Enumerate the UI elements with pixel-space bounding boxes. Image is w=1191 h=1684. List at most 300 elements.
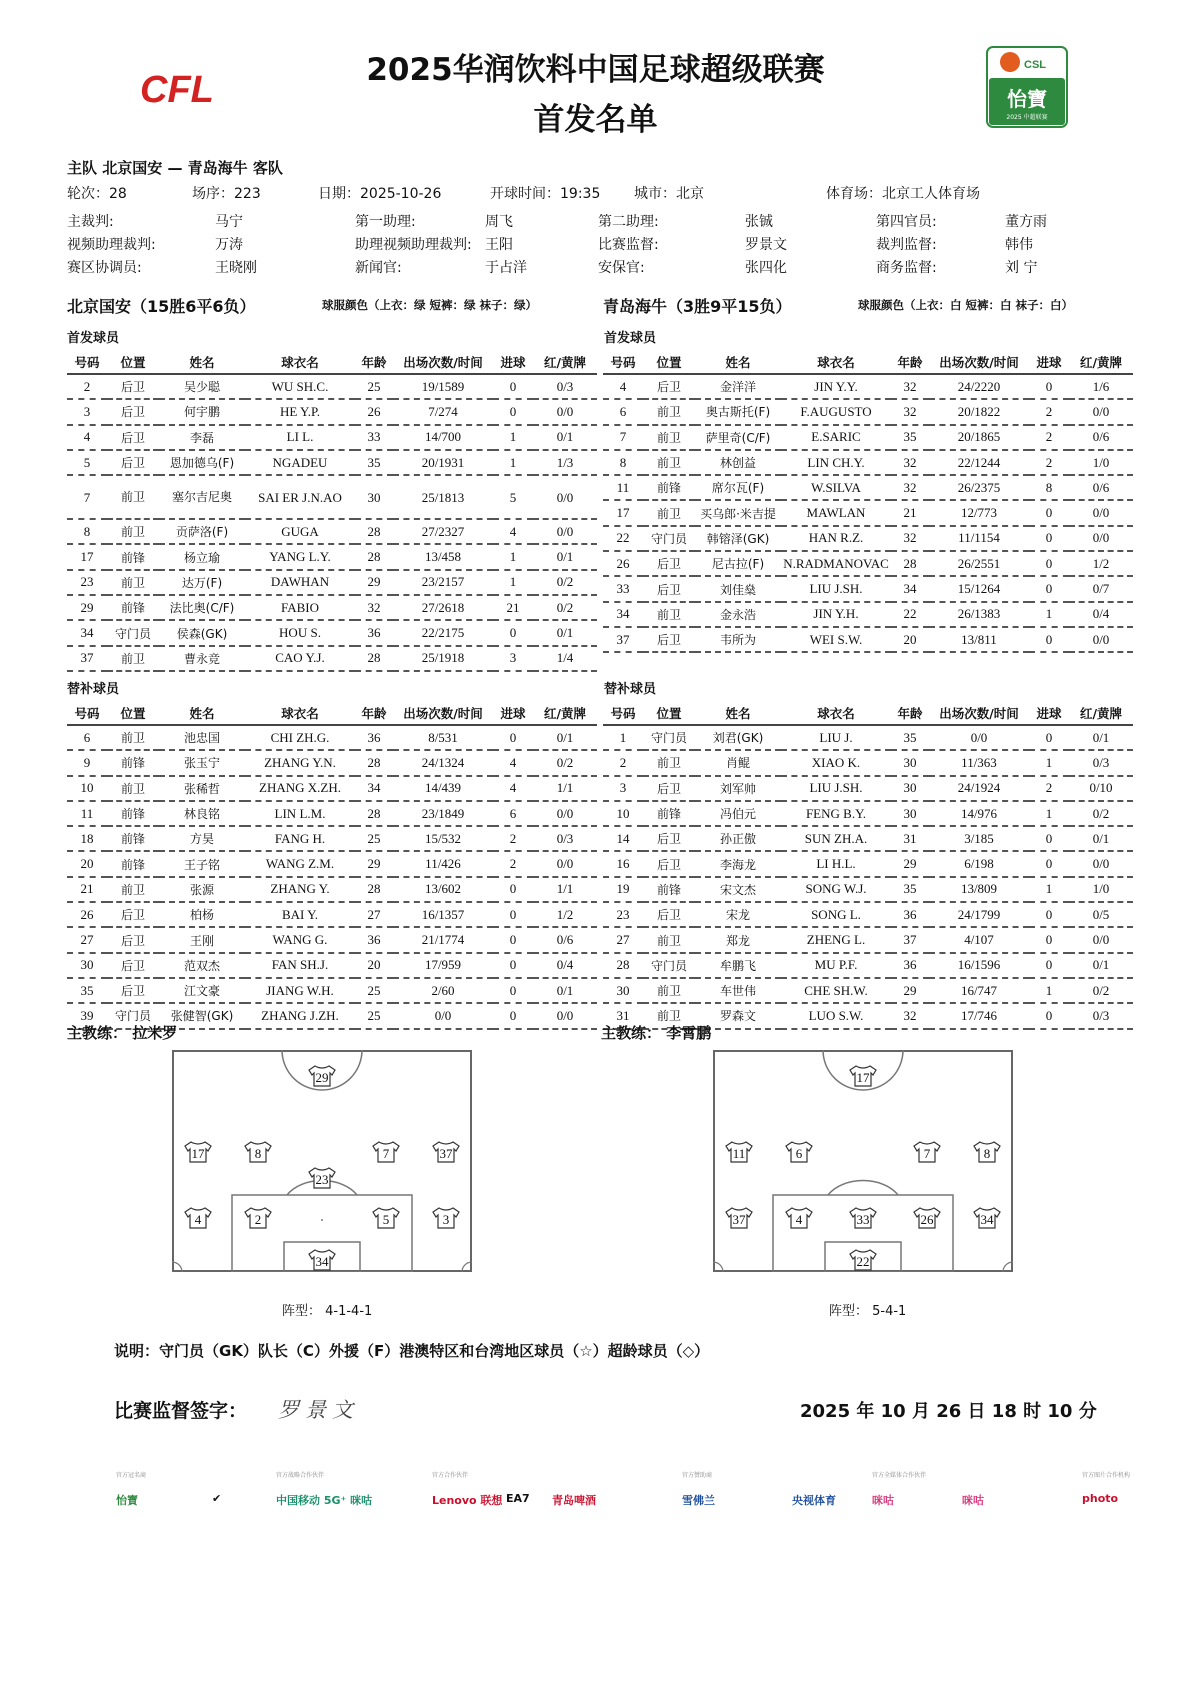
table-row bbox=[67, 374, 597, 399]
table-row bbox=[67, 519, 597, 544]
player-age: 28 bbox=[355, 646, 393, 671]
player-cards: 0/3 bbox=[1069, 1003, 1133, 1028]
away-team-title: 青岛海牛（3胜9平15负） bbox=[603, 297, 792, 316]
shirt-number: 7 bbox=[923, 1146, 931, 1161]
player-position: 后卫 bbox=[107, 902, 159, 927]
table-row bbox=[67, 978, 597, 1003]
player-cards: 0/5 bbox=[1069, 902, 1133, 927]
official-name: 王晓刚 bbox=[215, 260, 257, 276]
player-number: 3 bbox=[603, 776, 643, 801]
table-row bbox=[603, 399, 1133, 424]
player-shirt-name: HE Y.P. bbox=[245, 399, 355, 424]
player-age: 33 bbox=[355, 425, 393, 450]
table-row bbox=[67, 750, 597, 775]
table-row bbox=[603, 500, 1133, 525]
player-shirt-name: ZHANG X.ZH. bbox=[245, 776, 355, 801]
column-header: 球衣名 bbox=[245, 702, 355, 725]
player-number: 3 bbox=[67, 399, 107, 424]
player-age: 34 bbox=[355, 776, 393, 801]
kickoff-time: 开球时间：19:35 bbox=[490, 186, 601, 202]
player-position: 前锋 bbox=[107, 851, 159, 876]
page-subtitle: 首发名单 bbox=[533, 102, 658, 138]
player-age: 20 bbox=[891, 627, 929, 652]
player-shirt-icon bbox=[433, 1142, 459, 1162]
player-position: 守门员 bbox=[643, 526, 695, 551]
player-appearances: 2/60 bbox=[393, 978, 493, 1003]
shirt-number: 23 bbox=[315, 1172, 329, 1187]
player-position: 后卫 bbox=[107, 399, 159, 424]
player-shirt-name: JIN Y.Y. bbox=[781, 374, 891, 399]
player-shirt-icon bbox=[850, 1250, 876, 1270]
player-age: 35 bbox=[891, 725, 929, 750]
player-name: 范双杰 bbox=[159, 953, 245, 978]
player-shirt-icon bbox=[433, 1208, 459, 1228]
player-number: 34 bbox=[603, 602, 643, 627]
player-cards: 0/2 bbox=[533, 750, 597, 775]
player-shirt-name: LI H.L. bbox=[781, 851, 891, 876]
player-goals: 2 bbox=[493, 826, 533, 851]
player-cards: 0/0 bbox=[1069, 851, 1133, 876]
sponsor-logo: 咪咕 bbox=[962, 1494, 984, 1507]
sponsor-logo: ✔ bbox=[212, 1492, 222, 1505]
player-name: 萨里奇(C/F) bbox=[695, 425, 781, 450]
player-name: 李磊 bbox=[159, 425, 245, 450]
player-position: 守门员 bbox=[643, 953, 695, 978]
player-cards: 0/1 bbox=[533, 978, 597, 1003]
away-formation-pitch bbox=[713, 1050, 1013, 1272]
shirt-number: 5 bbox=[382, 1212, 390, 1227]
player-shirt-name: ZHANG Y.N. bbox=[245, 750, 355, 775]
player-position: 前卫 bbox=[643, 450, 695, 475]
player-name: 贡萨洛(F) bbox=[159, 519, 245, 544]
player-age: 36 bbox=[891, 953, 929, 978]
player-goals: 0 bbox=[1029, 826, 1069, 851]
column-header: 位置 bbox=[643, 702, 695, 725]
player-name: 奥古斯托(F) bbox=[695, 399, 781, 424]
player-goals: 3 bbox=[493, 646, 533, 671]
player-cards: 0/0 bbox=[1069, 927, 1133, 952]
column-header: 年龄 bbox=[891, 351, 929, 374]
player-goals: 0 bbox=[493, 877, 533, 902]
player-appearances: 20/1931 bbox=[393, 450, 493, 475]
player-shirt-name: BAI Y. bbox=[245, 902, 355, 927]
column-header: 出场次数/时间 bbox=[929, 702, 1029, 725]
player-appearances: 25/1918 bbox=[393, 646, 493, 671]
player-number: 37 bbox=[67, 646, 107, 671]
player-number: 16 bbox=[603, 851, 643, 876]
player-appearances: 20/1822 bbox=[929, 399, 1029, 424]
player-appearances: 24/1799 bbox=[929, 902, 1029, 927]
player-age: 30 bbox=[891, 801, 929, 826]
player-goals: 2 bbox=[1029, 399, 1069, 424]
player-name: 达万(F) bbox=[159, 570, 245, 595]
player-position: 后卫 bbox=[643, 776, 695, 801]
column-header: 位置 bbox=[107, 702, 159, 725]
player-shirt-icon bbox=[974, 1142, 1000, 1162]
column-header: 姓名 bbox=[695, 351, 781, 374]
player-position: 前卫 bbox=[107, 725, 159, 750]
player-number: 26 bbox=[603, 551, 643, 576]
table-row bbox=[67, 851, 597, 876]
away-starters-table bbox=[603, 351, 1133, 653]
official-name: 刘 宁 bbox=[1005, 260, 1038, 276]
column-header: 进球 bbox=[1029, 702, 1069, 725]
player-position: 前卫 bbox=[107, 646, 159, 671]
player-shirt-name: LUO S.W. bbox=[781, 1003, 891, 1028]
player-appearances: 7/274 bbox=[393, 399, 493, 424]
column-header: 姓名 bbox=[159, 702, 245, 725]
player-shirt-icon bbox=[185, 1142, 211, 1162]
shirt-number: 11 bbox=[732, 1146, 746, 1161]
player-age: 31 bbox=[891, 826, 929, 851]
player-cards: 1/3 bbox=[533, 450, 597, 475]
player-shirt-name: F.AUGUSTO bbox=[781, 399, 891, 424]
player-goals: 1 bbox=[1029, 801, 1069, 826]
player-name: 宋龙 bbox=[695, 902, 781, 927]
table-row bbox=[67, 877, 597, 902]
player-number: 5 bbox=[67, 450, 107, 475]
stadium: 体育场：北京工人体育场 bbox=[826, 186, 980, 202]
player-goals: 21 bbox=[493, 595, 533, 620]
shirt-number: 6 bbox=[795, 1146, 803, 1161]
player-goals: 0 bbox=[493, 725, 533, 750]
player-goals: 0 bbox=[1029, 851, 1069, 876]
player-name: 冯伯元 bbox=[695, 801, 781, 826]
player-goals: 8 bbox=[1029, 475, 1069, 500]
player-appearances: 26/1383 bbox=[929, 602, 1029, 627]
player-number: 22 bbox=[603, 526, 643, 551]
player-age: 30 bbox=[355, 475, 393, 519]
player-name: 尼古拉(F) bbox=[695, 551, 781, 576]
player-shirt-name: FAN SH.J. bbox=[245, 953, 355, 978]
shirt-number: 22 bbox=[856, 1254, 870, 1269]
player-name: 王子铭 bbox=[159, 851, 245, 876]
player-shirt-icon bbox=[245, 1142, 271, 1162]
player-appearances: 8/531 bbox=[393, 725, 493, 750]
player-appearances: 15/1264 bbox=[929, 576, 1029, 601]
column-header: 进球 bbox=[493, 702, 533, 725]
player-goals: 1 bbox=[493, 570, 533, 595]
player-appearances: 23/2157 bbox=[393, 570, 493, 595]
player-number: 14 bbox=[603, 826, 643, 851]
player-name: 王刚 bbox=[159, 927, 245, 952]
player-goals: 0 bbox=[1029, 902, 1069, 927]
player-name: 林创益 bbox=[695, 450, 781, 475]
player-cards: 0/1 bbox=[1069, 725, 1133, 750]
home-kit-colors: 球服颜色（上衣：绿 短裤：绿 袜子：绿） bbox=[322, 298, 538, 312]
player-shirt-name: W.SILVA bbox=[781, 475, 891, 500]
player-goals: 0 bbox=[493, 1003, 533, 1028]
table-row bbox=[67, 953, 597, 978]
player-goals: 0 bbox=[493, 620, 533, 645]
player-cards: 1/1 bbox=[533, 877, 597, 902]
player-goals: 0 bbox=[493, 902, 533, 927]
player-appearances: 20/1865 bbox=[929, 425, 1029, 450]
player-shirt-name: SUN ZH.A. bbox=[781, 826, 891, 851]
player-appearances: 26/2375 bbox=[929, 475, 1029, 500]
player-cards: 1/4 bbox=[533, 646, 597, 671]
official-label: 第二助理: bbox=[598, 214, 659, 230]
official-label: 商务监督: bbox=[876, 260, 937, 276]
page-title: 2025华润饮料中国足球超级联赛 bbox=[366, 52, 825, 88]
player-number: 29 bbox=[67, 595, 107, 620]
player-cards: 0/2 bbox=[533, 595, 597, 620]
official-label: 安保官: bbox=[598, 260, 645, 276]
player-position: 前锋 bbox=[643, 877, 695, 902]
player-goals: 2 bbox=[493, 851, 533, 876]
player-name: 张源 bbox=[159, 877, 245, 902]
round: 轮次：28 bbox=[67, 186, 127, 202]
player-cards: 0/0 bbox=[533, 475, 597, 519]
table-row bbox=[67, 646, 597, 671]
player-shirt-name: WEI S.W. bbox=[781, 627, 891, 652]
signature-label: 比赛监督签字： bbox=[114, 1400, 248, 1422]
player-age: 28 bbox=[355, 750, 393, 775]
player-shirt-icon bbox=[245, 1208, 271, 1228]
player-cards: 0/10 bbox=[1069, 776, 1133, 801]
column-header: 姓名 bbox=[159, 351, 245, 374]
player-name: 刘君(GK) bbox=[695, 725, 781, 750]
player-name: 柏杨 bbox=[159, 902, 245, 927]
player-position: 前锋 bbox=[107, 801, 159, 826]
table-row bbox=[603, 526, 1133, 551]
sponsor-logo: 雪佛兰 bbox=[682, 1494, 715, 1507]
player-age: 36 bbox=[355, 927, 393, 952]
sponsor-logo: 央视体育 bbox=[792, 1494, 836, 1507]
sponsor-caption: 官方赞助商 bbox=[682, 1472, 713, 1479]
player-appearances: 24/1324 bbox=[393, 750, 493, 775]
player-appearances: 12/773 bbox=[929, 500, 1029, 525]
table-row bbox=[67, 595, 597, 620]
player-cards: 0/3 bbox=[533, 826, 597, 851]
player-name: 车世伟 bbox=[695, 978, 781, 1003]
player-cards: 0/1 bbox=[533, 620, 597, 645]
player-number: 4 bbox=[603, 374, 643, 399]
player-position: 前卫 bbox=[643, 602, 695, 627]
sponsor-caption: 官方图片合作机构 bbox=[1082, 1472, 1131, 1479]
player-age: 29 bbox=[891, 978, 929, 1003]
player-appearances: 22/1244 bbox=[929, 450, 1029, 475]
table-row bbox=[67, 450, 597, 475]
player-cards: 0/6 bbox=[1069, 425, 1133, 450]
player-goals: 0 bbox=[493, 374, 533, 399]
player-number: 2 bbox=[603, 750, 643, 775]
player-position: 前卫 bbox=[643, 1003, 695, 1028]
table-row bbox=[67, 801, 597, 826]
player-appearances: 27/2618 bbox=[393, 595, 493, 620]
table-row bbox=[603, 902, 1133, 927]
player-cards: 0/3 bbox=[1069, 750, 1133, 775]
player-shirt-name: FANG H. bbox=[245, 826, 355, 851]
player-number: 27 bbox=[67, 927, 107, 952]
player-cards: 0/1 bbox=[1069, 953, 1133, 978]
official-label: 视频助理裁判: bbox=[67, 237, 156, 253]
csl-logo-sub: 2025 中超联赛 bbox=[1006, 114, 1048, 121]
official-label: 第四官员: bbox=[876, 214, 937, 230]
player-shirt-name: YANG L.Y. bbox=[245, 544, 355, 569]
home-starters-table bbox=[67, 351, 597, 672]
player-age: 36 bbox=[891, 902, 929, 927]
player-shirt-name: SAI ER J.N.AO bbox=[245, 475, 355, 519]
player-appearances: 0/0 bbox=[929, 725, 1029, 750]
player-cards: 0/6 bbox=[1069, 475, 1133, 500]
player-age: 35 bbox=[891, 425, 929, 450]
table-row bbox=[603, 627, 1133, 652]
player-number: 8 bbox=[67, 519, 107, 544]
player-number: 7 bbox=[67, 475, 107, 519]
player-number: 11 bbox=[67, 801, 107, 826]
player-position: 后卫 bbox=[643, 851, 695, 876]
player-shirt-name: LIU J.SH. bbox=[781, 576, 891, 601]
player-shirt-name: FENG B.Y. bbox=[781, 801, 891, 826]
player-name: 池忠国 bbox=[159, 725, 245, 750]
player-age: 37 bbox=[891, 927, 929, 952]
away-coach: 主教练： 李霄鹏 bbox=[601, 1024, 712, 1042]
sponsor-caption: 官方战略合作伙伴 bbox=[276, 1472, 325, 1479]
player-shirt-name: LI L. bbox=[245, 425, 355, 450]
player-name: 席尔瓦(F) bbox=[695, 475, 781, 500]
column-header: 号码 bbox=[67, 351, 107, 374]
player-name: 金永浩 bbox=[695, 602, 781, 627]
player-shirt-name: WANG Z.M. bbox=[245, 851, 355, 876]
player-appearances: 14/976 bbox=[929, 801, 1029, 826]
player-position: 后卫 bbox=[643, 826, 695, 851]
player-shirt-icon bbox=[786, 1208, 812, 1228]
shirt-number: 8 bbox=[983, 1146, 991, 1161]
player-cards: 0/0 bbox=[533, 1003, 597, 1028]
column-header: 年龄 bbox=[355, 702, 393, 725]
table-row bbox=[603, 725, 1133, 750]
player-goals: 1 bbox=[493, 544, 533, 569]
home-coach: 主教练： 拉米罗 bbox=[67, 1024, 178, 1042]
player-position: 前锋 bbox=[107, 595, 159, 620]
player-cards: 0/0 bbox=[533, 519, 597, 544]
column-header: 出场次数/时间 bbox=[393, 702, 493, 725]
player-appearances: 17/959 bbox=[393, 953, 493, 978]
player-age: 29 bbox=[891, 851, 929, 876]
player-appearances: 11/1154 bbox=[929, 526, 1029, 551]
player-goals: 1 bbox=[493, 450, 533, 475]
table-row bbox=[67, 544, 597, 569]
player-name: 张稀哲 bbox=[159, 776, 245, 801]
player-name: 孙正傲 bbox=[695, 826, 781, 851]
official-name: 张铖 bbox=[745, 214, 773, 230]
player-position: 前卫 bbox=[643, 425, 695, 450]
player-goals: 6 bbox=[493, 801, 533, 826]
player-shirt-icon bbox=[914, 1208, 940, 1228]
player-age: 28 bbox=[891, 551, 929, 576]
shirt-number: 29 bbox=[315, 1070, 329, 1085]
column-header: 进球 bbox=[1029, 351, 1069, 374]
shirt-number: 26 bbox=[920, 1212, 934, 1227]
player-age: 32 bbox=[891, 399, 929, 424]
player-position: 前卫 bbox=[643, 978, 695, 1003]
player-number: 23 bbox=[603, 902, 643, 927]
sponsor-logo: 中国移动 5G⁺ 咪咕 bbox=[276, 1494, 373, 1507]
table-row bbox=[603, 978, 1133, 1003]
player-number: 8 bbox=[603, 450, 643, 475]
player-number: 20 bbox=[67, 851, 107, 876]
player-number: 2 bbox=[67, 374, 107, 399]
player-shirt-name: CHI ZH.G. bbox=[245, 725, 355, 750]
player-shirt-name: SONG L. bbox=[781, 902, 891, 927]
sponsor-caption: 官方合作伙伴 bbox=[432, 1472, 469, 1479]
player-cards: 0/0 bbox=[533, 399, 597, 424]
player-appearances: 25/1813 bbox=[393, 475, 493, 519]
player-cards: 0/4 bbox=[533, 953, 597, 978]
player-shirt-name: CHE SH.W. bbox=[781, 978, 891, 1003]
player-age: 30 bbox=[891, 750, 929, 775]
home-subs-label: 替补球员 bbox=[67, 682, 120, 697]
player-age: 32 bbox=[891, 475, 929, 500]
player-appearances: 16/1596 bbox=[929, 953, 1029, 978]
player-position: 前卫 bbox=[643, 399, 695, 424]
player-shirt-icon bbox=[185, 1208, 211, 1228]
player-goals: 0 bbox=[493, 927, 533, 952]
player-shirt-name: LIN L.M. bbox=[245, 801, 355, 826]
player-cards: 0/0 bbox=[1069, 500, 1133, 525]
player-name: 韩镕泽(GK) bbox=[695, 526, 781, 551]
player-name: 李海龙 bbox=[695, 851, 781, 876]
player-shirt-name: ZHANG Y. bbox=[245, 877, 355, 902]
column-header: 球衣名 bbox=[781, 702, 891, 725]
player-age: 25 bbox=[355, 978, 393, 1003]
sponsor-logo: 青岛啤酒 bbox=[552, 1494, 596, 1507]
player-age: 21 bbox=[891, 500, 929, 525]
player-shirt-name: DAWHAN bbox=[245, 570, 355, 595]
player-position: 前锋 bbox=[107, 750, 159, 775]
player-age: 27 bbox=[355, 902, 393, 927]
player-age: 28 bbox=[355, 544, 393, 569]
player-number: 37 bbox=[603, 627, 643, 652]
player-appearances: 6/198 bbox=[929, 851, 1029, 876]
player-cards: 0/0 bbox=[533, 801, 597, 826]
player-position: 前卫 bbox=[643, 750, 695, 775]
player-position: 前锋 bbox=[107, 544, 159, 569]
player-goals: 1 bbox=[493, 425, 533, 450]
player-position: 后卫 bbox=[107, 953, 159, 978]
official-label: 新闻官: bbox=[355, 260, 402, 276]
player-goals: 2 bbox=[1029, 450, 1069, 475]
home-formation: 阵型： 4-1-4-1 bbox=[282, 1304, 373, 1319]
player-appearances: 27/2327 bbox=[393, 519, 493, 544]
player-cards: 0/1 bbox=[1069, 826, 1133, 851]
player-position: 后卫 bbox=[107, 927, 159, 952]
player-goals: 0 bbox=[1029, 725, 1069, 750]
player-number: 34 bbox=[67, 620, 107, 645]
player-shirt-name: MAWLAN bbox=[781, 500, 891, 525]
player-shirt-name: ZHANG J.ZH. bbox=[245, 1003, 355, 1028]
player-position: 守门员 bbox=[643, 725, 695, 750]
player-age: 30 bbox=[891, 776, 929, 801]
table-row bbox=[603, 851, 1133, 876]
player-cards: 1/0 bbox=[1069, 877, 1133, 902]
player-number: 6 bbox=[603, 399, 643, 424]
player-goals: 2 bbox=[1029, 776, 1069, 801]
player-number: 10 bbox=[603, 801, 643, 826]
player-appearances: 26/2551 bbox=[929, 551, 1029, 576]
official-name: 韩伟 bbox=[1005, 237, 1033, 253]
table-row bbox=[603, 826, 1133, 851]
player-cards: 0/0 bbox=[1069, 399, 1133, 424]
column-header: 姓名 bbox=[695, 702, 781, 725]
table-row bbox=[67, 570, 597, 595]
shirt-number: 33 bbox=[856, 1212, 870, 1227]
official-name: 董方雨 bbox=[1005, 214, 1047, 230]
player-cards: 1/2 bbox=[533, 902, 597, 927]
player-shirt-icon bbox=[309, 1168, 335, 1188]
player-name: 法比奥(C/F) bbox=[159, 595, 245, 620]
